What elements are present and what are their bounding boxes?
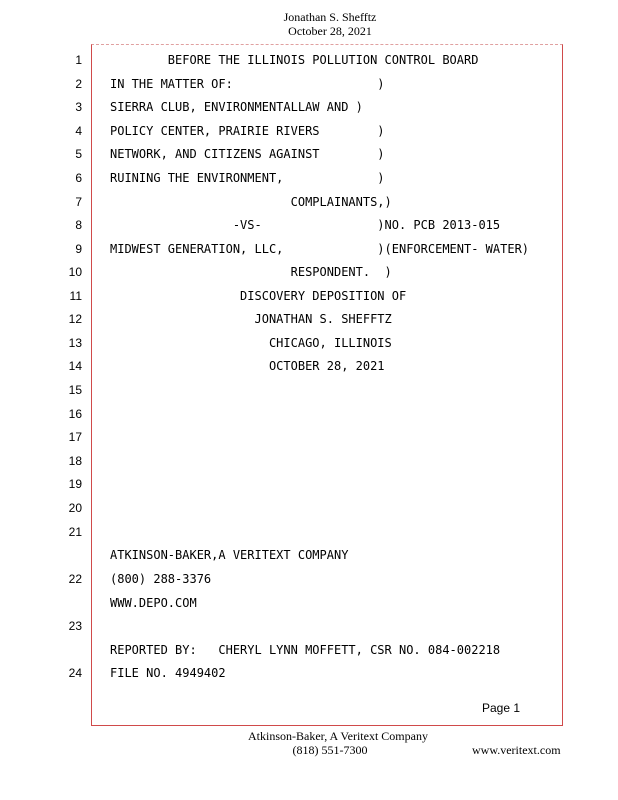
line-number: 19 xyxy=(68,477,82,491)
line-number: 5 xyxy=(75,147,82,161)
transcript-line: POLICY CENTER, PRAIRIE RIVERS ) xyxy=(110,124,385,138)
transcript-line: ATKINSON-BAKER,A VERITEXT COMPANY xyxy=(110,548,349,562)
line-number: 16 xyxy=(68,407,82,421)
header-date: October 28, 2021 xyxy=(288,24,372,38)
line-number: 10 xyxy=(68,265,82,279)
line-number: 24 xyxy=(68,666,82,680)
transcript-line: REPORTED BY: CHERYL LYNN MOFFETT, CSR NO. 084-002218 xyxy=(110,643,501,657)
transcript-line: IN THE MATTER OF: ) xyxy=(110,77,385,91)
transcript-line: -VS- )NO. PCB 2013-015 xyxy=(110,218,501,232)
transcript-line: DISCOVERY DEPOSITION OF xyxy=(110,289,407,303)
line-number: 13 xyxy=(68,336,82,350)
transcript-line: WWW.DEPO.COM xyxy=(110,596,197,610)
line-number: 2 xyxy=(75,77,82,91)
transcript-line: COMPLAINANTS,) xyxy=(110,195,392,209)
footer-website: www.veritext.com xyxy=(472,743,561,757)
line-number: 3 xyxy=(75,100,82,114)
transcript-line: OCTOBER 28, 2021 xyxy=(110,359,385,373)
line-number: 6 xyxy=(75,171,82,185)
transcript-line: FILE NO. 4949402 xyxy=(110,666,226,680)
transcript-line: SIERRA CLUB, ENVIRONMENTALLAW AND ) xyxy=(110,100,363,114)
line-number: 12 xyxy=(68,312,82,326)
page-number: Page 1 xyxy=(482,701,521,715)
transcript-line: RESPONDENT. ) xyxy=(110,265,392,279)
line-number: 21 xyxy=(68,525,82,539)
transcript-line: CHICAGO, ILLINOIS xyxy=(110,336,392,350)
transcript-line: JONATHAN S. SHEFFTZ xyxy=(110,312,392,326)
footer-phone: (818) 551-7300 xyxy=(292,743,368,757)
transcript-line: MIDWEST GENERATION, LLC, )(ENFORCEMENT- WATER) xyxy=(110,242,530,256)
line-number: 15 xyxy=(68,383,82,397)
transcript-line: (800) 288-3376 xyxy=(110,572,212,586)
line-number: 20 xyxy=(68,501,82,515)
line-number: 14 xyxy=(68,359,82,373)
transcript-line: RUINING THE ENVIRONMENT, ) xyxy=(110,171,385,185)
line-number: 11 xyxy=(69,289,82,303)
line-number: 7 xyxy=(75,195,82,209)
line-number: 1 xyxy=(75,53,82,67)
transcript-line: NETWORK, AND CITIZENS AGAINST ) xyxy=(110,147,385,161)
line-number: 23 xyxy=(68,619,82,633)
line-number: 22 xyxy=(68,572,82,586)
line-number: 17 xyxy=(68,430,82,444)
footer-company: Atkinson-Baker, A Veritext Company xyxy=(248,729,428,743)
line-number: 9 xyxy=(75,242,82,256)
line-number: 8 xyxy=(75,218,82,232)
header-name: Jonathan S. Shefftz xyxy=(283,10,377,24)
line-number: 4 xyxy=(75,124,82,138)
line-number: 18 xyxy=(68,454,82,468)
transcript-line: BEFORE THE ILLINOIS POLLUTION CONTROL BOARD xyxy=(110,53,479,67)
